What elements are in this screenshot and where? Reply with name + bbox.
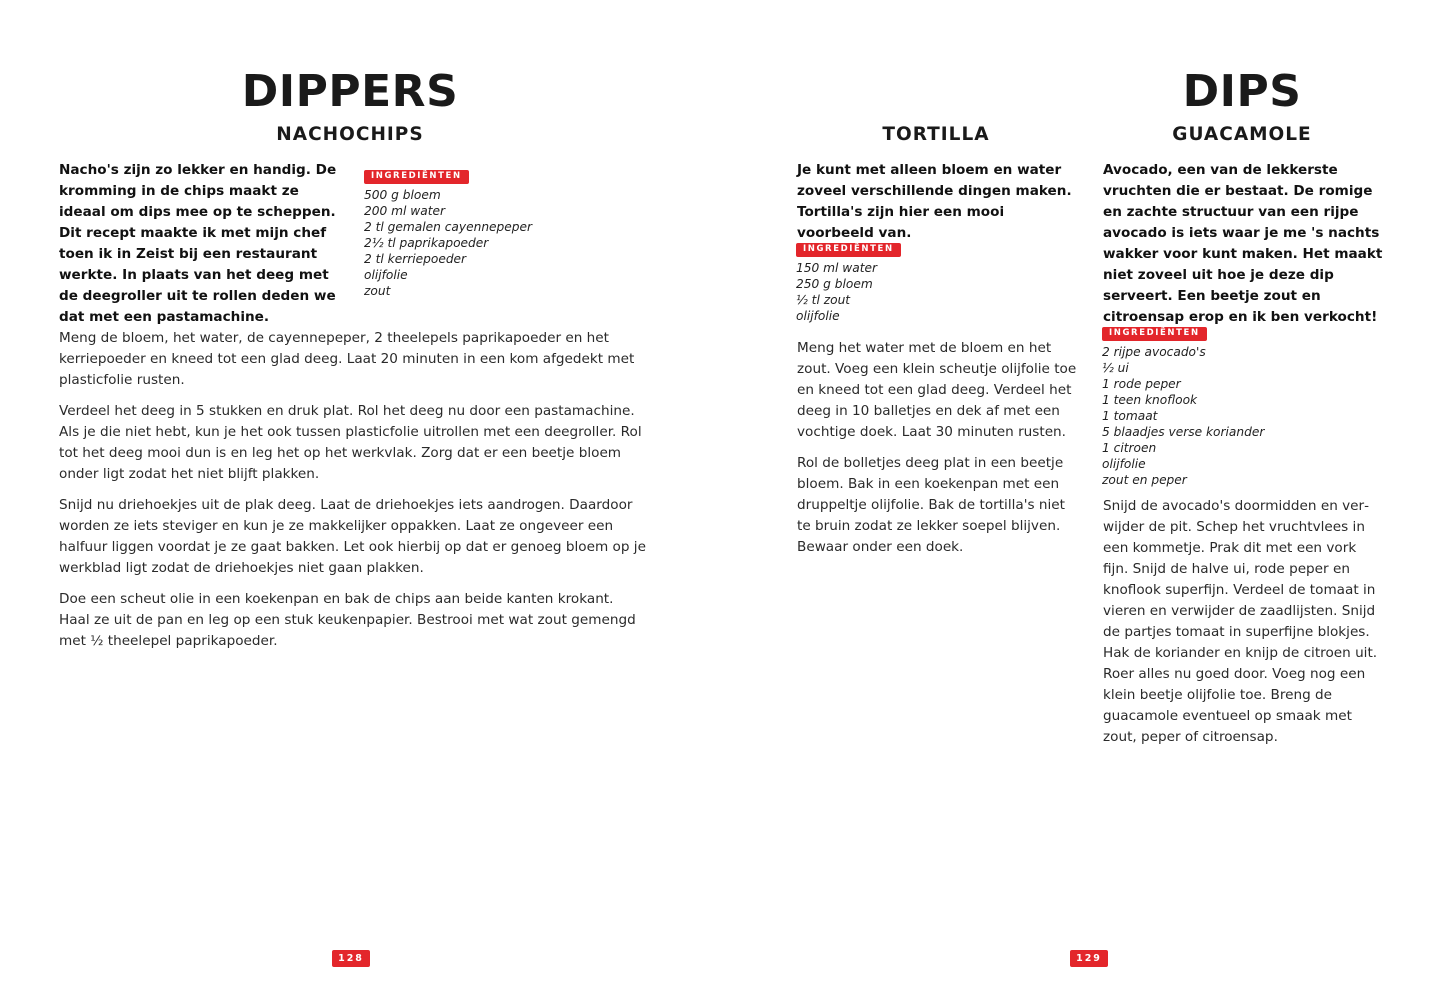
method-paragraph: Meng de bloem, het water, de cayennepeper, 2 theelepels paprikapoeder en het kerriepoeder en kneed tot een glad deeg. Laat 20 minuten in een kom afgedekt met plasticfolie rusten.	[59, 330, 635, 388]
recipe-title-tortilla: TORTILLA	[882, 124, 990, 145]
ingredient-item: 1 teen knoflook	[1102, 393, 1198, 407]
tortilla-intro: Je kunt met alleen bloem en water zoveel verschillende dingen maken. Tortilla's zijn hier een mooi voorbeeld van.	[797, 162, 1072, 241]
ingredient-item: ½ tl zout	[796, 293, 851, 307]
ingredient-list	[796, 260, 1066, 324]
recipe-title-nachochips: NACHOCHIPS	[276, 124, 424, 145]
tortilla-method	[797, 338, 1079, 568]
ingredient-item: zout en peper	[1102, 473, 1187, 487]
page-number-right: 129	[1070, 950, 1108, 967]
ingredient-item: 5 blaadjes verse koriander	[1102, 425, 1265, 439]
method-paragraph: Doe een scheut olie in een koekenpan en bak de chips aan beide kanten krokant. Haal ze uit de pan en leg op een stuk keukenpapier. Bestrooi met wat zout gemengd met ½ theelepel paprikapoeder.	[59, 591, 636, 649]
recipe-title-guacamole: GUACAMOLE	[1172, 124, 1312, 145]
ingredient-item: 500 g bloem	[364, 188, 441, 202]
ingredient-item: 2 rijpe avocado's	[1102, 345, 1206, 359]
page-title-dips: DIPS	[1182, 66, 1302, 117]
guacamole-method	[1103, 496, 1385, 758]
ingredient-item: olijfolie	[1102, 457, 1146, 471]
guacamole-ingredients	[1102, 320, 1382, 488]
method-paragraph: Snijd nu driehoekjes uit de plak deeg. Laat de driehoekjes iets aandrogen. Daardoor worden ze iets steviger en kun je ze makkelijker oppakken. Laat ze ongeveer een halfuur liggen voordat je ze gaat bakken. Let ook hierbij op dat er genoeg bloem op je werkblad ligt zodat de driehoekjes niet gaan plakken.	[59, 497, 646, 576]
method-paragraph: Rol de bolletjes deeg plat in een beetje bloem. Bak in een koekenpan met een druppeltje olijfolie. Bak de tortilla's niet te bruin zodat ze lekker soepel blijven. Bewaar onder een doek.	[797, 455, 1065, 555]
page-title-dippers: DIPPERS	[241, 66, 459, 117]
page-number-left: 128	[332, 950, 370, 967]
ingredient-item: 200 ml water	[364, 204, 445, 218]
ingredient-item: 1 tomaat	[1102, 409, 1158, 423]
ingredients-badge: INGREDIËNTEN	[1102, 327, 1207, 341]
ingredient-item: olijfolie	[364, 268, 408, 282]
method-paragraph: Verdeel het deeg in 5 stukken en druk plat. Rol het deeg nu door een pastamachine. Als je die niet hebt, kun je het ook tussen plasticfolie uitrollen met een deegroller. Rol tot het deeg mooi dun is en leg het op het werkvlak. Zorg dat er een beetje bloem onder ligt zodat het niet blijft plakken.	[59, 403, 642, 482]
ingredient-list	[364, 187, 564, 299]
ingredient-item: 1 citroen	[1102, 441, 1157, 455]
ingredient-item: 250 g bloem	[796, 277, 873, 291]
ingredient-item: 2 tl kerriepoeder	[364, 252, 467, 266]
ingredients-badge: INGREDIËNTEN	[364, 170, 469, 184]
ingredient-item: 2½ tl paprikapoeder	[364, 236, 489, 250]
nachochips-intro: Nacho's zijn zo lekker en handig. De kromming in de chips maakt ze ideaal om dips mee op te scheppen. Dit recept maakte ik met mijn chef toen ik in Zeist bij een restaurant werkte. In plaats van het deeg met de deegroller uit te rollen deden we dat met een pastamachine.	[59, 162, 337, 325]
ingredient-item: olijfolie	[796, 309, 840, 323]
ingredient-item: zout	[364, 284, 391, 298]
method-paragraph: Snijd de avocado's doormidden en verwijder de pit. Schep het vruchtvlees in een kommetje. Prak dit met een vork fijn. Snijd de halve ui, rode peper en knoflook superfijn. Verdeel de tomaat in vieren en verwijder de zaadlijsten. Snijd de partjes tomaat in superfijne blokjes. Hak de koriander en knijp de citroen uit. Roer alles nu goed door. Voeg nog een klein beetje olijfolie toe. Breng de guacamole eventueel op smaak met zout, peper of citroensap.	[1103, 498, 1378, 745]
ingredient-item: 150 ml water	[796, 261, 877, 275]
guacamole-intro: Avocado, een van de lekkerste vruchten die er bestaat. De romige en zachte structuur van een rijpe avocado is iets waar je me 's nachts wakker voor kunt maken. Het maakt niet zoveel uit hoe je deze dip serveert. Een beetje zout en citroensap erop en ik ben verkocht!	[1103, 162, 1383, 325]
ingredient-item: 1 rode peper	[1102, 377, 1181, 391]
ingredient-list	[1102, 344, 1382, 488]
nachochips-method	[59, 328, 647, 662]
ingredient-item: 2 tl gemalen cayennepeper	[364, 220, 533, 234]
ingredient-item: ½ ui	[1102, 361, 1129, 375]
tortilla-ingredients	[796, 236, 1066, 324]
ingredients-badge: INGREDIËNTEN	[796, 243, 901, 257]
method-paragraph: Meng het water met de bloem en het zout. Voeg een klein scheutje olijfolie toe en kneed tot een glad deeg. Verdeel het deeg in 10 balletjes en dek af met een vochtige doek. Laat 30 minuten rusten.	[797, 340, 1077, 440]
nachochips-ingredients	[364, 163, 564, 299]
